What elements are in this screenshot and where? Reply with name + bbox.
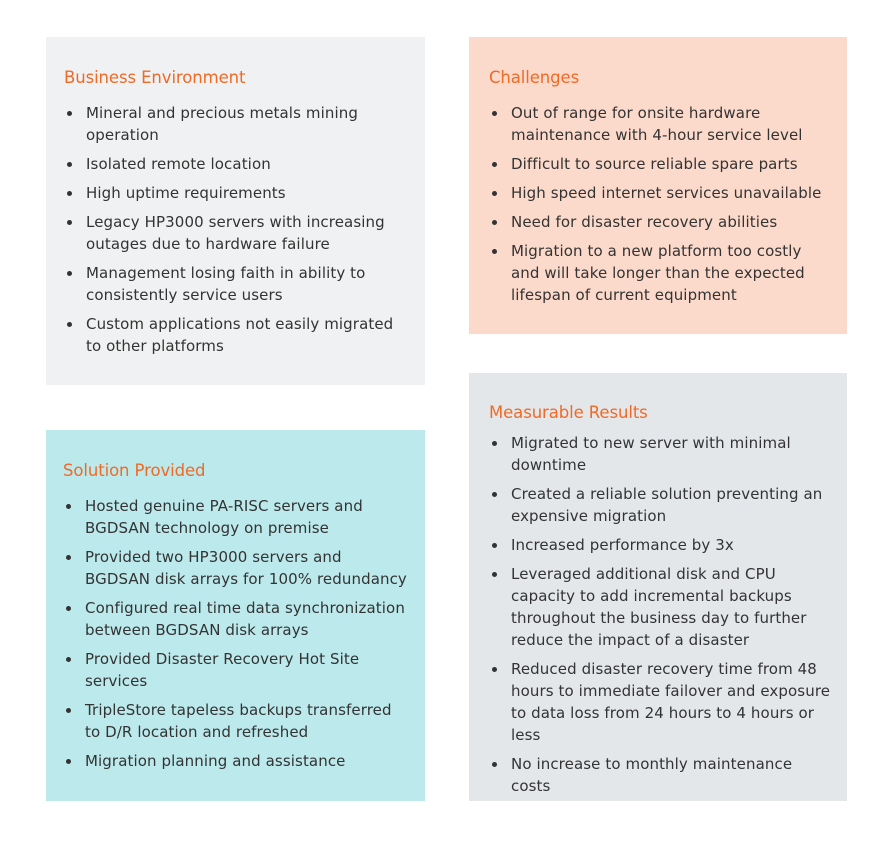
list-item-text: Migrated to new server with minimal downtime <box>511 434 791 474</box>
list-item-text: Difficult to source reliable spare parts <box>511 155 798 173</box>
list-item <box>63 597 407 641</box>
bullet-icon <box>492 220 497 225</box>
list-item <box>64 153 407 175</box>
list-item <box>64 102 407 146</box>
list-item-text: High uptime requirements <box>86 184 286 202</box>
list-item-text: High speed internet services unavailable <box>511 184 822 202</box>
bullet-icon <box>492 191 497 196</box>
list-item-text: Legacy HP3000 servers with increasing outages due to hardware failure <box>86 213 385 253</box>
challenges-list <box>489 102 829 306</box>
list-item-text: Management losing faith in ability to consistently service users <box>86 264 366 304</box>
list-item-text: Configured real time data synchronization between BGDSAN disk arrays <box>85 599 405 639</box>
challenges-title: Challenges <box>489 68 580 87</box>
list-item <box>63 648 407 692</box>
bullet-icon <box>66 708 71 713</box>
list-item <box>489 483 833 527</box>
bullet-icon <box>66 504 71 509</box>
list-item <box>489 182 829 204</box>
list-item-text: Migration planning and assistance <box>85 752 346 770</box>
bullet-icon <box>492 111 497 116</box>
list-item <box>63 546 407 590</box>
business-environment-title: Business Environment <box>64 68 246 87</box>
bullet-icon <box>66 759 71 764</box>
list-item-text: Custom applications not easily migrated to other platforms <box>86 315 394 355</box>
list-item <box>63 495 407 539</box>
list-item <box>489 753 833 797</box>
challenges-card <box>469 37 847 334</box>
list-item <box>63 699 407 743</box>
list-item-text: Created a reliable solution preventing an expensive migration <box>511 485 823 525</box>
list-item-text: Provided Disaster Recovery Hot Site services <box>85 650 360 690</box>
list-item-text: Migration to a new platform too costly and will take longer than the expected lifespan of current equipment <box>511 242 805 304</box>
list-item-text: Isolated remote location <box>86 155 271 173</box>
bullet-icon <box>67 271 72 276</box>
solution-provided-list <box>63 495 407 772</box>
list-item-text: Provided two HP3000 servers and BGDSAN disk arrays for 100% redundancy <box>85 548 407 588</box>
bullet-icon <box>492 441 497 446</box>
bullet-icon <box>67 220 72 225</box>
list-item <box>64 262 407 306</box>
bullet-icon <box>492 572 497 577</box>
list-item <box>64 313 407 357</box>
list-item <box>64 182 407 204</box>
list-item-text: Increased performance by 3x <box>511 536 734 554</box>
list-item <box>489 432 833 476</box>
bullet-icon <box>67 322 72 327</box>
list-item <box>489 534 833 556</box>
measurable-results-list <box>489 432 833 797</box>
list-item-text: TripleStore tapeless backups transferred to D/R location and refreshed <box>85 701 392 741</box>
list-item <box>489 240 829 306</box>
list-item <box>489 102 829 146</box>
bullet-icon <box>67 111 72 116</box>
list-item <box>489 211 829 233</box>
bullet-icon <box>66 657 71 662</box>
business-environment-list <box>64 102 407 357</box>
bullet-icon <box>67 162 72 167</box>
list-item <box>489 563 833 651</box>
bullet-icon <box>492 667 497 672</box>
bullet-icon <box>492 162 497 167</box>
list-item-text: Reduced disaster recovery time from 48 hours to immediate failover and exposure to data loss from 24 hours to 4 hours or less <box>511 660 831 744</box>
solution-provided-card <box>46 430 425 801</box>
list-item-text: Need for disaster recovery abilities <box>511 213 778 231</box>
solution-provided-title: Solution Provided <box>63 461 206 480</box>
list-item-text: No increase to monthly maintenance costs <box>511 755 793 795</box>
list-item-text: Out of range for onsite hardware maintenance with 4-hour service level <box>511 104 803 144</box>
bullet-icon <box>66 555 71 560</box>
bullet-icon <box>492 543 497 548</box>
bullet-icon <box>67 191 72 196</box>
list-item-text: Mineral and precious metals mining operation <box>86 104 358 144</box>
bullet-icon <box>492 492 497 497</box>
bullet-icon <box>492 762 497 767</box>
list-item <box>489 658 833 746</box>
business-environment-card <box>46 37 425 385</box>
bullet-icon <box>492 249 497 254</box>
list-item-text: Leveraged additional disk and CPU capacity to add incremental backups throughout the business day to further reduce the impact of a disaster <box>511 565 807 649</box>
list-item <box>489 153 829 175</box>
measurable-results-card <box>469 373 847 801</box>
list-item <box>63 750 407 772</box>
measurable-results-title: Measurable Results <box>489 403 648 422</box>
list-item <box>64 211 407 255</box>
bullet-icon <box>66 606 71 611</box>
list-item-text: Hosted genuine PA-RISC servers and BGDSAN technology on premise <box>85 497 363 537</box>
